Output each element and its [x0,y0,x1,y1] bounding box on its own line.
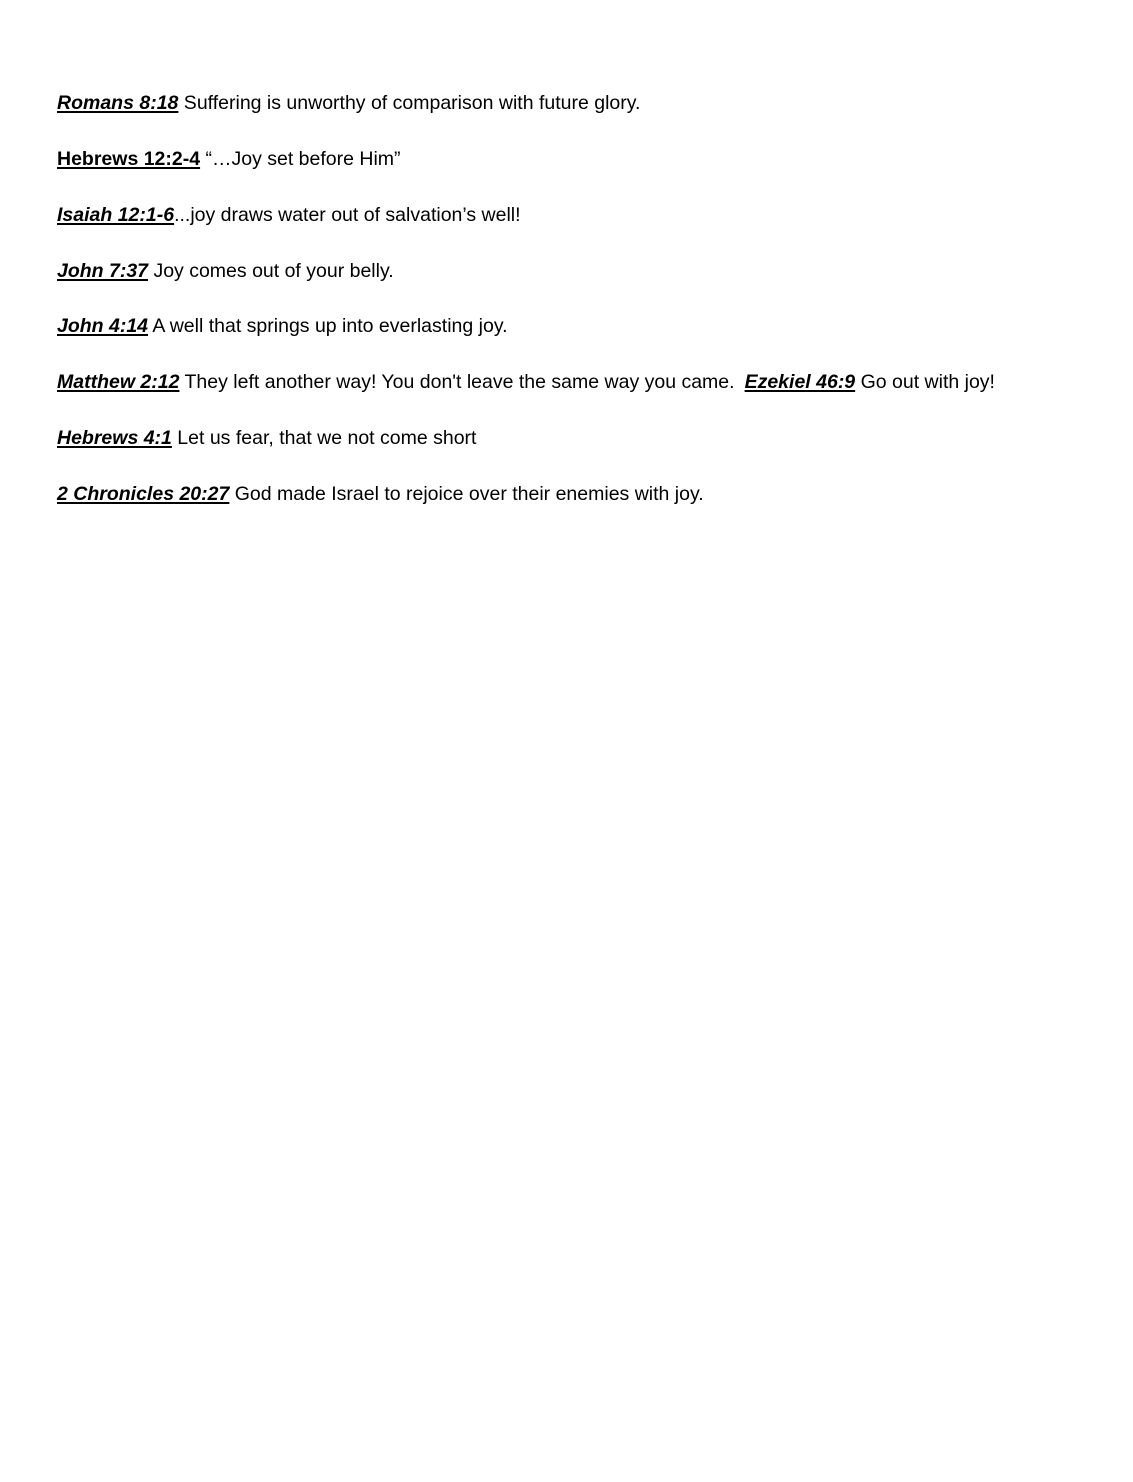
verse-note-secondary: Go out with joy! [855,371,995,393]
verse-entry-matthew-ezekiel [57,370,995,394]
scripture-reference: Romans 8:18 [57,92,179,114]
verse-note: Joy comes out of your belly. [148,260,394,282]
verse-note: God made Israel to rejoice over their enemies with joy. [229,483,704,505]
verse-entry-hebrews-4 [57,426,476,450]
verse-note: ...joy draws water out of salvation’s well! [174,204,521,226]
scripture-reference: John 4:14 [57,315,149,337]
verse-note: Let us fear, that we not come short [171,427,477,449]
verse-entry-romans [57,91,640,115]
verse-entry-isaiah [57,203,521,227]
scripture-reference: 2 Chronicles 20:27 [57,483,230,505]
scripture-reference: Isaiah 12:1-6 [57,204,175,226]
verse-entry-hebrews-12 [57,147,401,171]
scripture-reference: Hebrews 4:1 [57,427,172,449]
verse-entry-john-4 [57,314,508,338]
scripture-reference: John 7:37 [57,260,149,282]
scripture-reference: Matthew 2:12 [57,371,180,393]
scripture-reference: Hebrews 12:2-4 [57,148,201,170]
verse-entry-2-chronicles [57,482,704,506]
verse-entry-john-7 [57,259,394,283]
verse-note: A well that springs up into everlasting joy. [148,315,508,337]
verse-note: They left another way! You don't leave the same way you came. [179,371,735,393]
scripture-reference-secondary: Ezekiel 46:9 [744,371,856,393]
verse-note: “…Joy set before Him” [200,148,401,170]
verse-note: Suffering is unworthy of comparison with future glory. [178,92,641,114]
